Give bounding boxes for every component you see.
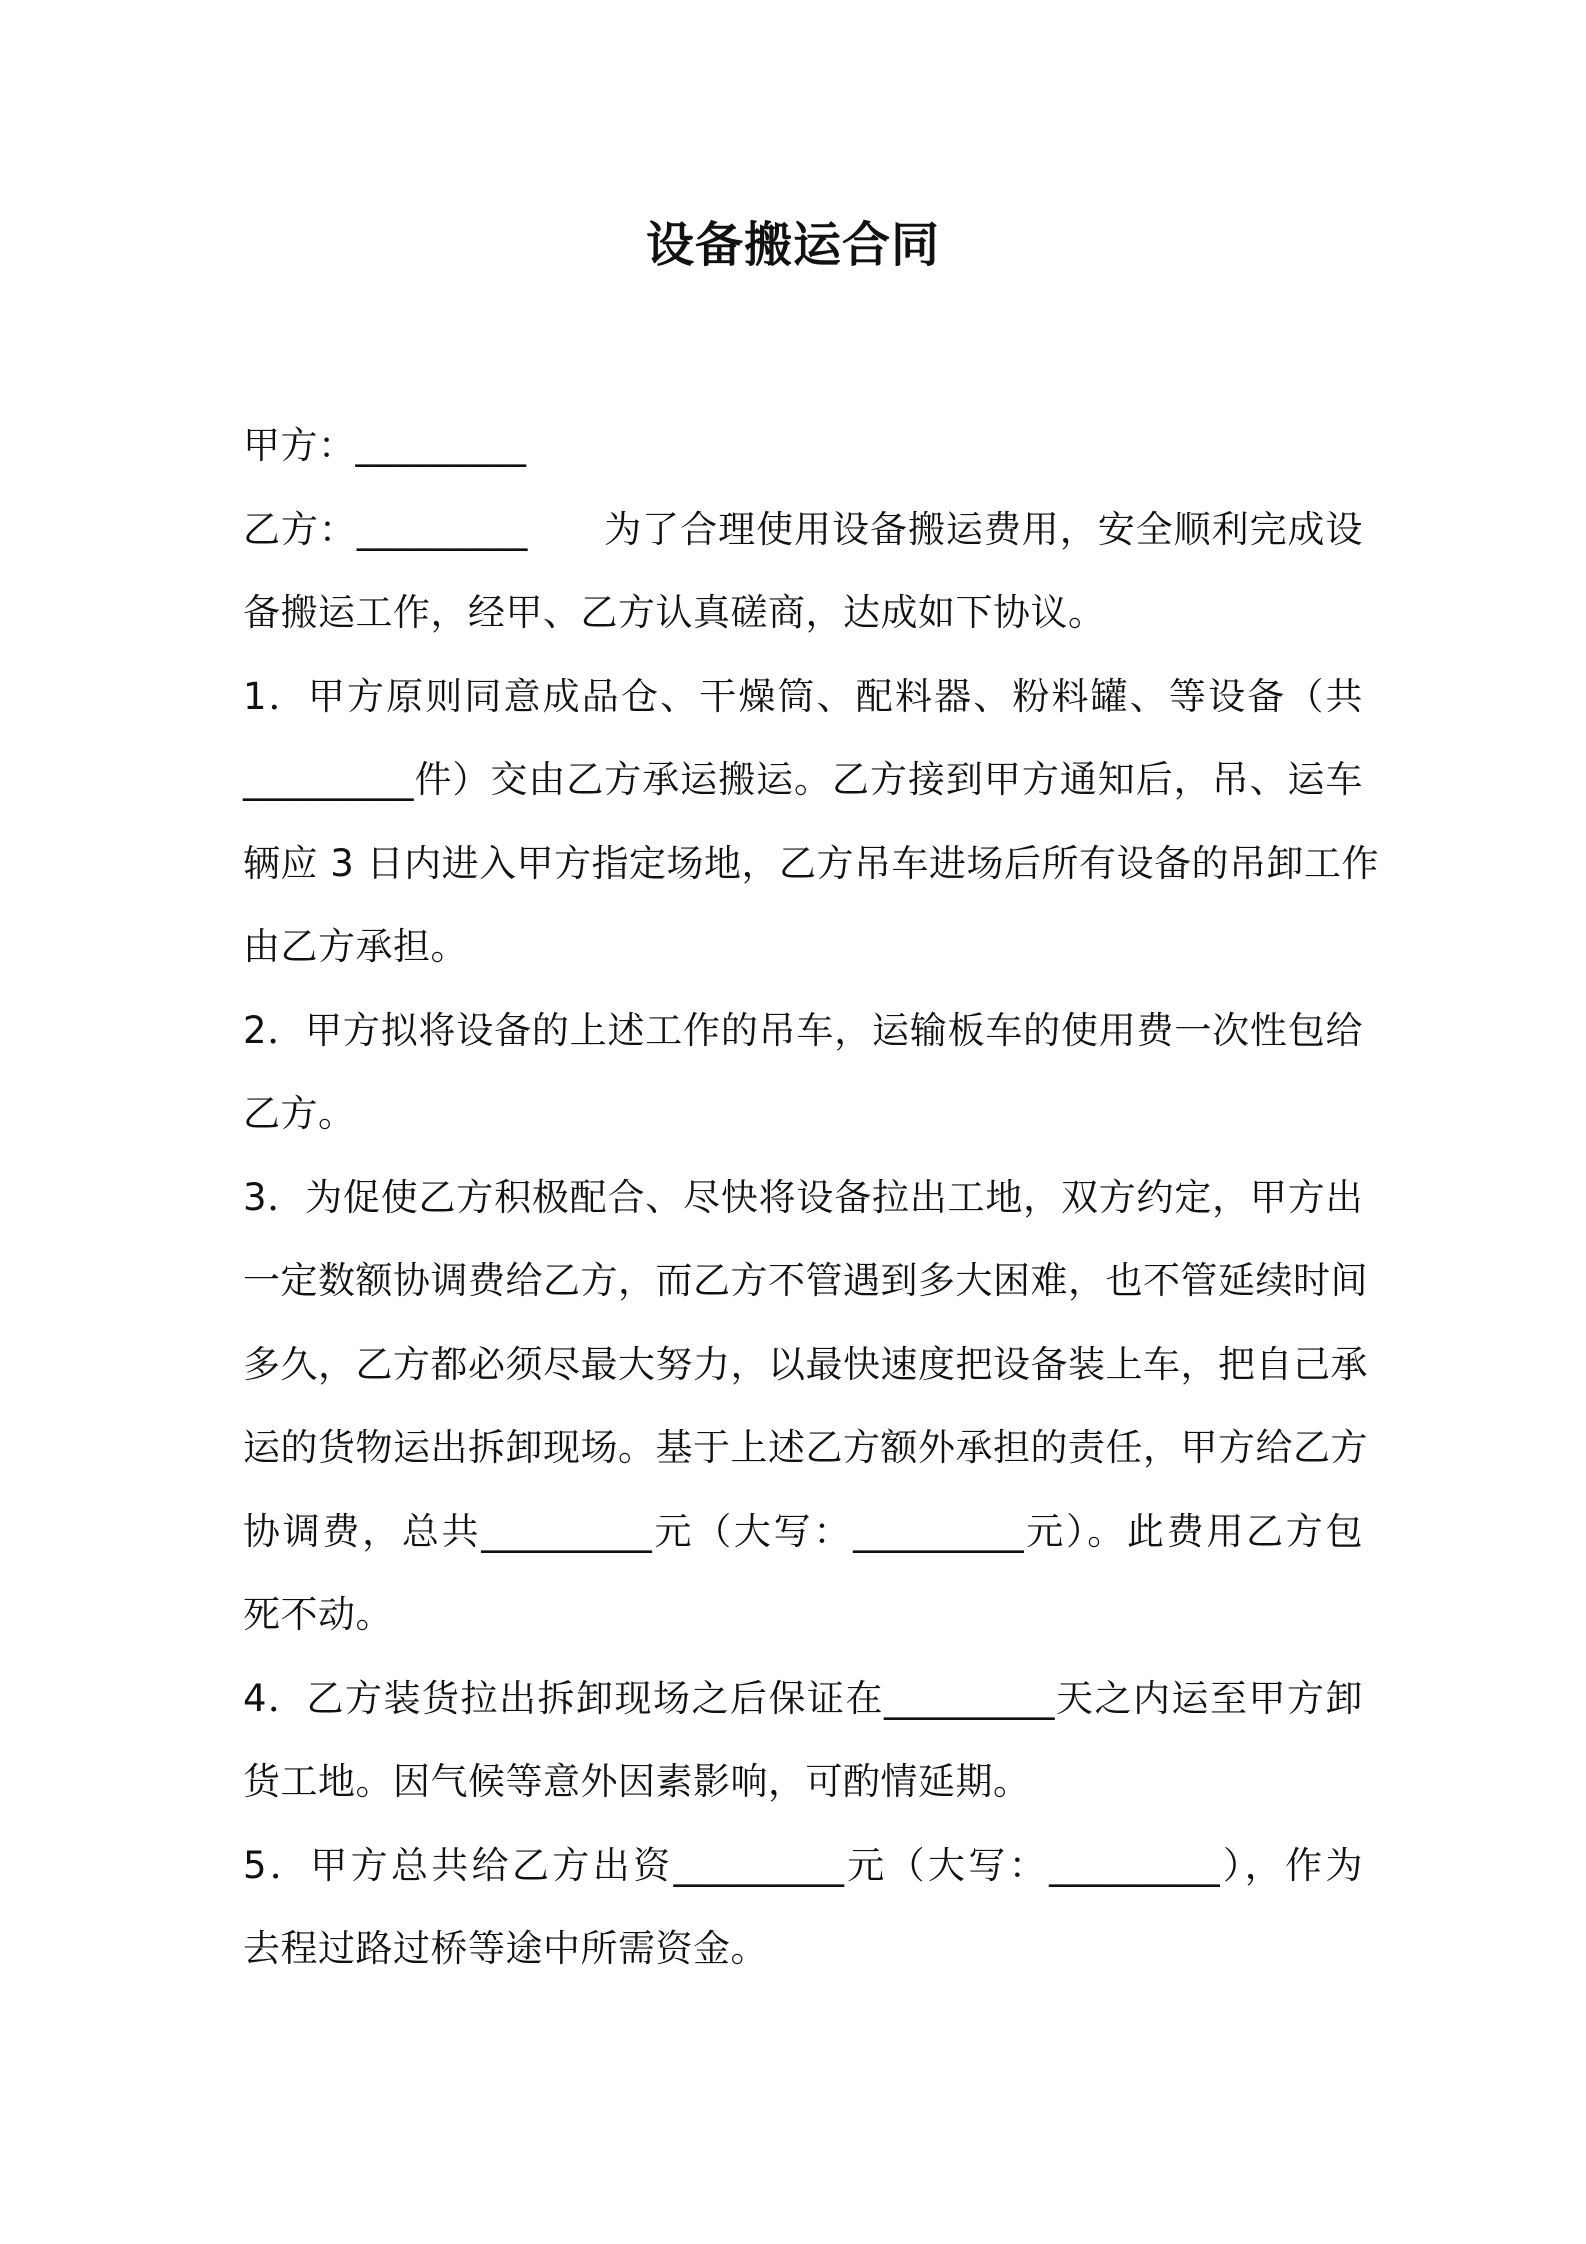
- clause-3-line: 运的货物运出拆卸现场。基于上述乙方额外承担的责任，甲方给乙方: [243, 1426, 1368, 1469]
- intro-line: 备搬运工作，经甲、乙方认真磋商，达成如下协议。: [243, 591, 1106, 634]
- clause-2-line: 乙方。: [243, 1092, 356, 1135]
- clause-4-line: 4．乙方装货拉出拆卸现场之后保证在_________天之内运至甲方卸: [243, 1676, 1363, 1720]
- clause-3-line: 死不动。: [243, 1593, 393, 1636]
- clause-3-line: 3．为促使乙方积极配合、尽快将设备拉出工地，双方约定，甲方出: [243, 1175, 1363, 1219]
- clause-1-line: _________件）交由乙方承运搬运。乙方接到甲方通知后，吊、运车: [243, 758, 1363, 801]
- clause-1-line: 1．甲方原则同意成品仓、干燥筒、配料器、粉料罐、等设备（共: [243, 674, 1363, 718]
- clause-3-line: 一定数额协调费给乙方，而乙方不管遇到多大困难，也不管延续时间: [243, 1259, 1368, 1302]
- clause-4-line: 货工地。因气候等意外因素影响，可酌情延期。: [243, 1760, 1031, 1803]
- party-b-intro-line: 乙方：_________ 为了合理使用设备搬运费用，安全顺利完成设: [243, 507, 1363, 551]
- clause-3-line: 协调费，总共_________元（大写：_________元）。此费用乙方包: [243, 1509, 1363, 1553]
- clause-5-line: 5．甲方总共给乙方出资_________元（大写：_________），作为: [243, 1843, 1363, 1887]
- party-a-line: 甲方：_________: [243, 424, 527, 467]
- clause-1-line: 由乙方承担。: [243, 925, 468, 968]
- clause-5-line: 去程过路过桥等途中所需资金。: [243, 1927, 768, 1970]
- contract-body: [243, 404, 1380, 1991]
- clause-3-line: 多久，乙方都必须尽最大努力，以最快速度把设备装上车，把自己承: [243, 1342, 1368, 1386]
- clause-1-line: 辆应 3 日内进入甲方指定场地，乙方吊车进场后所有设备的吊卸工作: [243, 841, 1380, 885]
- page-title: 设备搬运合同: [645, 217, 940, 273]
- clause-2-line: 2．甲方拟将设备的上述工作的吊车，运输板车的使用费一次性包给: [243, 1008, 1363, 1052]
